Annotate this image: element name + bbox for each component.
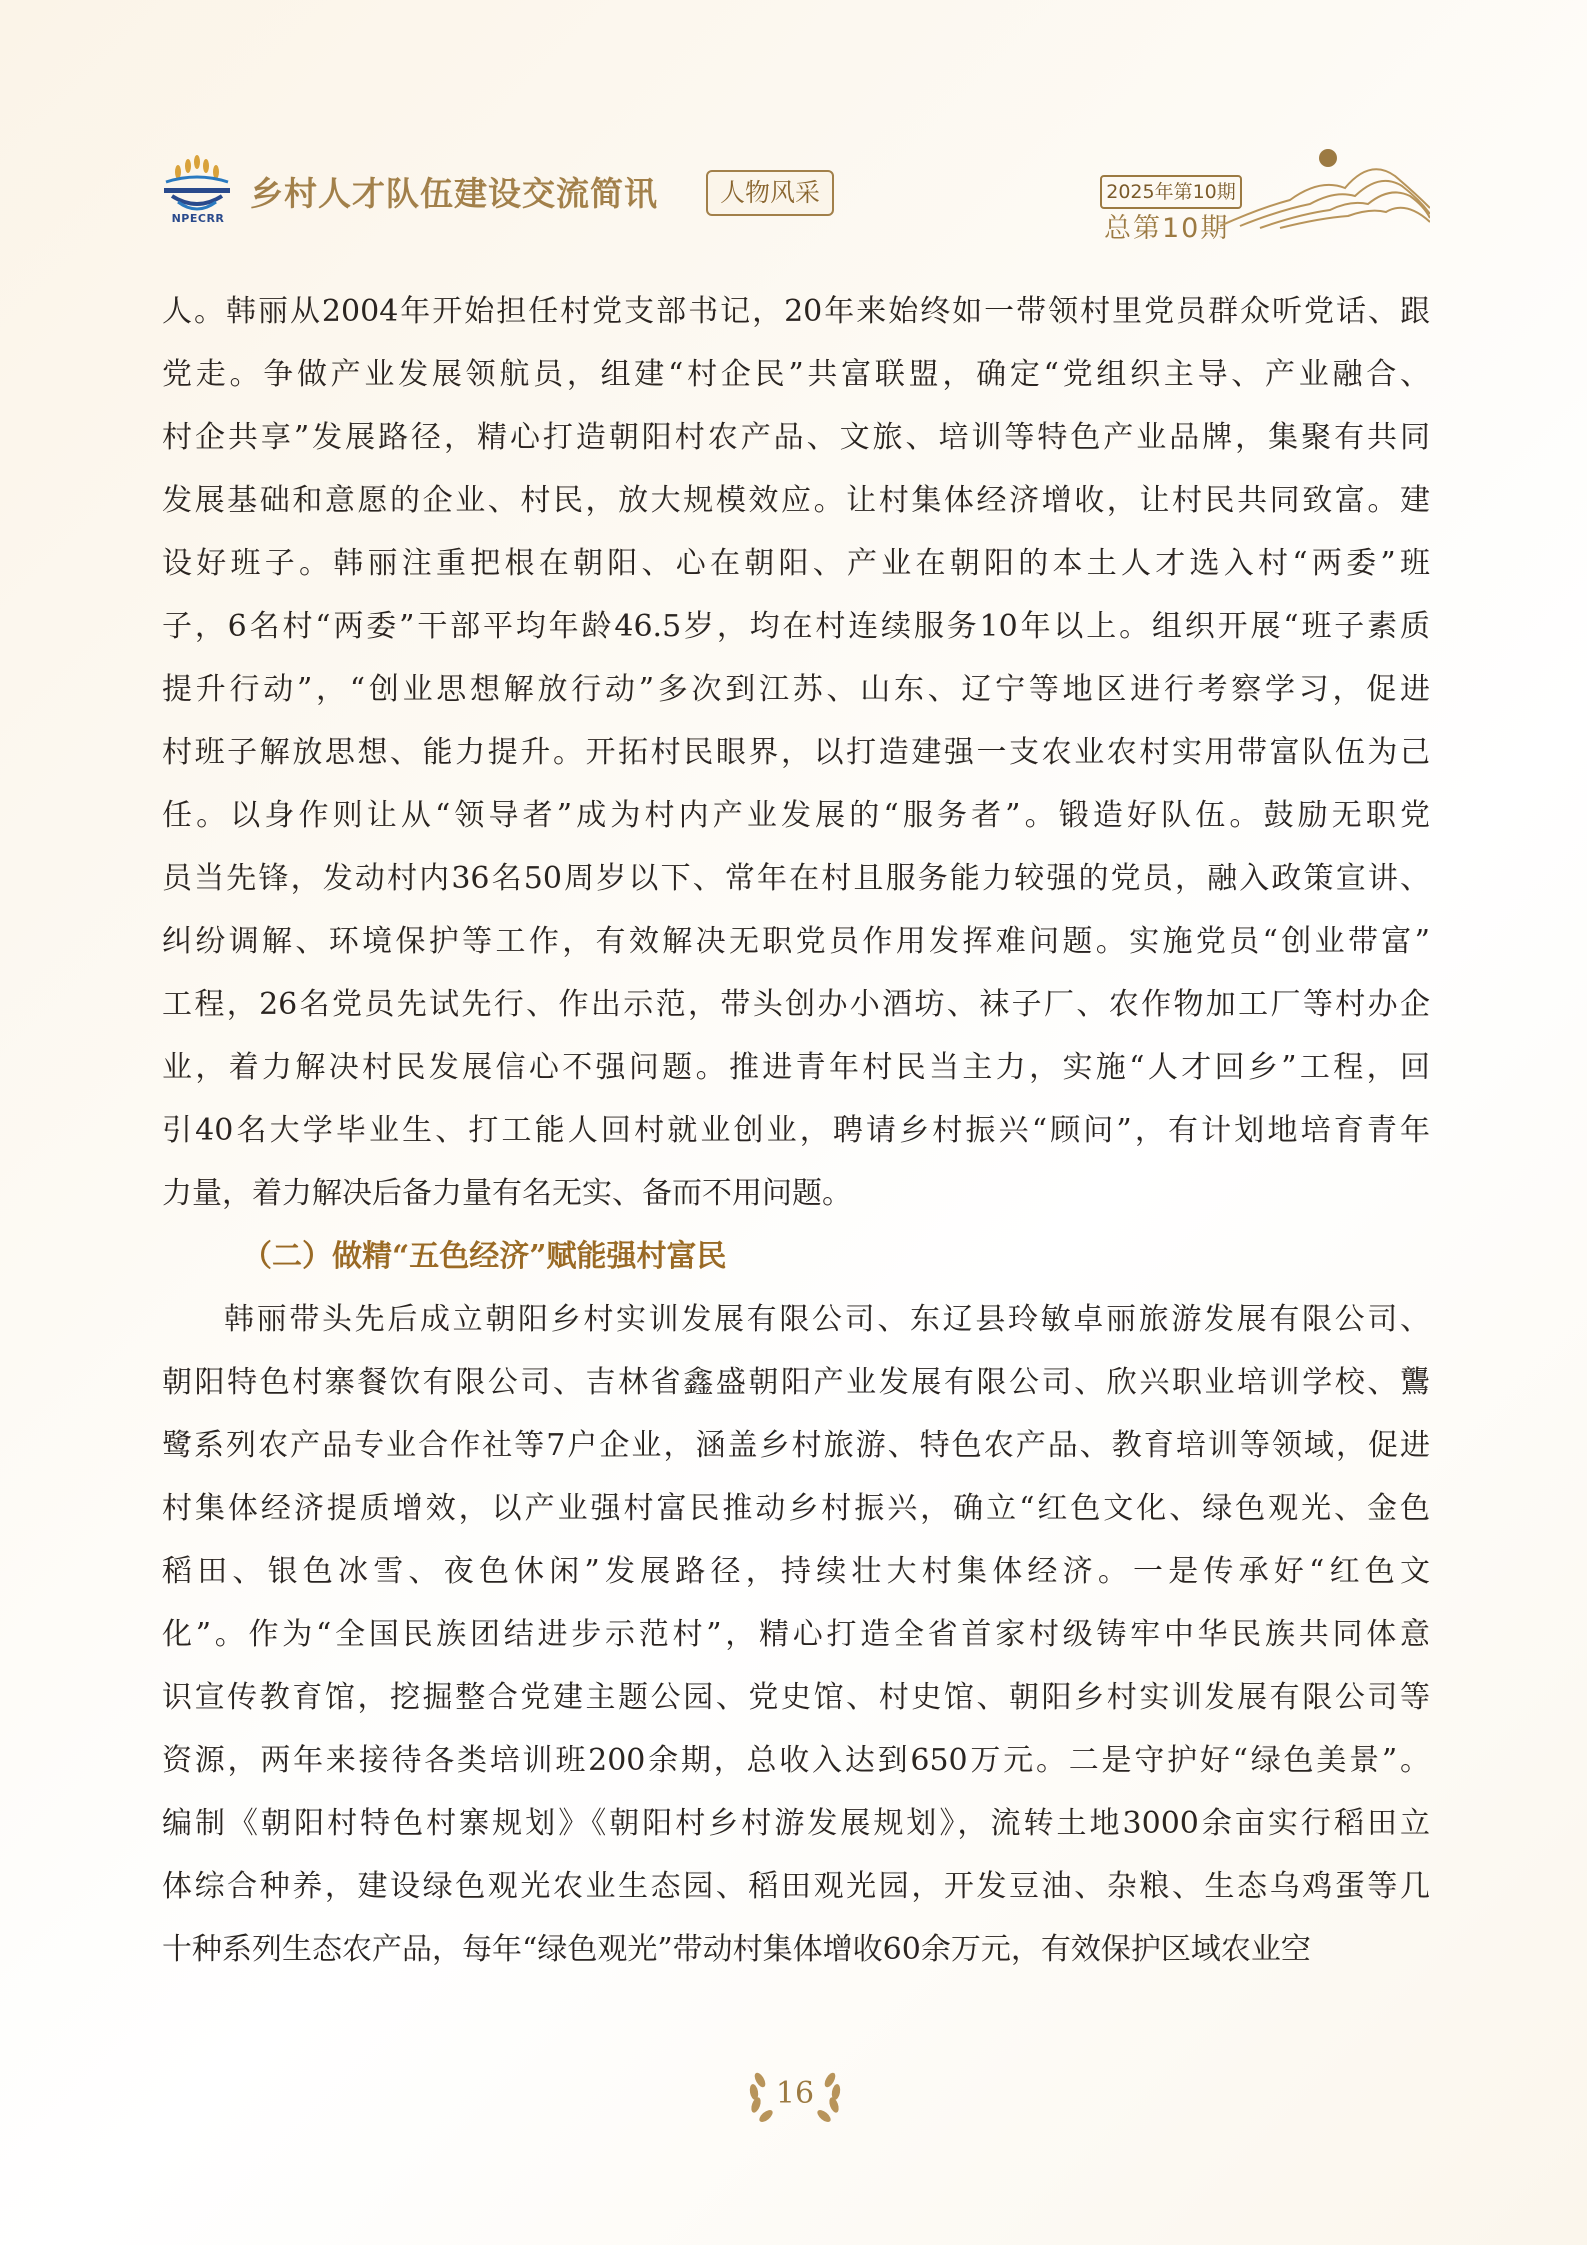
text-line: 村集体经济提质增效，以产业强村富民推动乡村振兴，确立“红色文化、绿色观光、金色 [162,1491,1430,1526]
text-line: 编制《朝阳村特色村寨规划》《朝阳村乡村游发展规划》，流转土地3000余亩实行稻田立 [162,1806,1430,1841]
text-line: 十种系列生态农产品，每年“绿色观光”带动村集体增收60余万元，有效保护区域农业空 [162,1932,1311,1967]
text-line: 鹭系列农产品专业合作社等7户企业，涵盖乡村旅游、特色农产品、教育培训等领域，促进 [162,1428,1430,1463]
page-footer [740,2060,850,2130]
issue-label: 2025年第10期 [1100,175,1242,209]
total-issue-label: 总第10期 [1104,213,1230,244]
page-header [0,0,1587,250]
text-line: 资源，两年来接待各类培训班200余期，总收入达到650万元。二是守护好“绿色美景”。 [162,1743,1430,1778]
text-line: 人。韩丽从2004年开始担任村党支部书记，20年来始终如一带领村里党员群众听党话、跟 [162,294,1430,329]
text-line: 识宣传教育馆，挖掘整合党建主题公园、党史馆、村史馆、朝阳乡村实训发展有限公司等 [162,1680,1430,1715]
section-subheading: （二）做精“五色经济”赋能强村富民 [242,1239,727,1274]
text-line: 设好班子。韩丽注重把根在朝阳、心在朝阳、产业在朝阳的本土人才选入村“两委”班 [162,546,1430,581]
text-line: 任。以身作则让从“领导者”成为村内产业发展的“服务者”。锻造好队伍。鼓励无职党 [162,798,1430,833]
text-line: 纠纷调解、环境保护等工作，有效解决无职党员作用发挥难问题。实施党员“创业带富” [162,924,1430,959]
text-line: 朝阳特色村寨餐饮有限公司、吉林省鑫盛朝阳产业发展有限公司、欣兴职业培训学校、鸗 [162,1365,1430,1400]
text-line: 韩丽带头先后成立朝阳乡村实训发展有限公司、东辽县玲敏卓丽旅游发展有限公司、 [224,1302,1430,1337]
article-body [162,280,1430,1981]
text-line: 村班子解放思想、能力提升。开拓村民眼界，以打造建强一支农业农村实用带富队伍为己 [162,735,1430,770]
text-line: 业，着力解决村民发展信心不强问题。推进青年村民当主力，实施“人才回乡”工程，回 [162,1050,1430,1085]
text-line: 党走。争做产业发展领航员，组建“村企民”共富联盟，确定“党组织主导、产业融合、 [162,357,1430,392]
text-line: 工程，26名党员先试先行、作出示范，带头创办小酒坊、袜子厂、农作物加工厂等村办企 [162,987,1430,1022]
text-line: 力量，着力解决后备力量有名无实、备而不用问题。 [162,1176,852,1211]
text-line: 村企共享”发展路径，精心打造朝阳村农产品、文旅、培训等特色产业品牌，集聚有共同 [162,420,1430,455]
text-line: 员当先锋，发动村内36名50周岁以下、常年在村且服务能力较强的党员，融入政策宣讲、 [162,861,1430,896]
publication-title: 乡村人才队伍建设交流简讯 [250,174,658,213]
text-line: 引40名大学毕业生、打工能人回村就业创业，聘请乡村振兴“顾问”，有计划地培育青年 [162,1113,1430,1148]
logo-text: NPECRR [171,212,225,225]
section-tag: 人物风采 [706,170,834,216]
mountain-decoration-icon [1220,138,1430,230]
text-line: 化”。作为“全国民族团结进步示范村”，精心打造全省首家村级铸牢中华民族共同体意 [162,1617,1430,1652]
text-line: 提升行动”，“创业思想解放行动”多次到江苏、山东、辽宁等地区进行考察学习，促进 [162,672,1430,707]
text-line: 稻田、银色冰雪、夜色休闲”发展路径，持续壮大村集体经济。一是传承好“红色文 [162,1554,1430,1589]
text-line: 发展基础和意愿的企业、村民，放大规模效应。让村集体经济增收，让村民共同致富。建 [162,483,1430,518]
page-number: 16 [775,2076,815,2111]
text-line: 体综合种养，建设绿色观光农业生态园、稻田观光园，开发豆油、杂粮、生态乌鸡蛋等几 [162,1869,1430,1904]
text-line: 子，6名村“两委”干部平均年龄46.5岁，均在村连续服务10年以上。组织开展“班子素质 [162,609,1430,644]
